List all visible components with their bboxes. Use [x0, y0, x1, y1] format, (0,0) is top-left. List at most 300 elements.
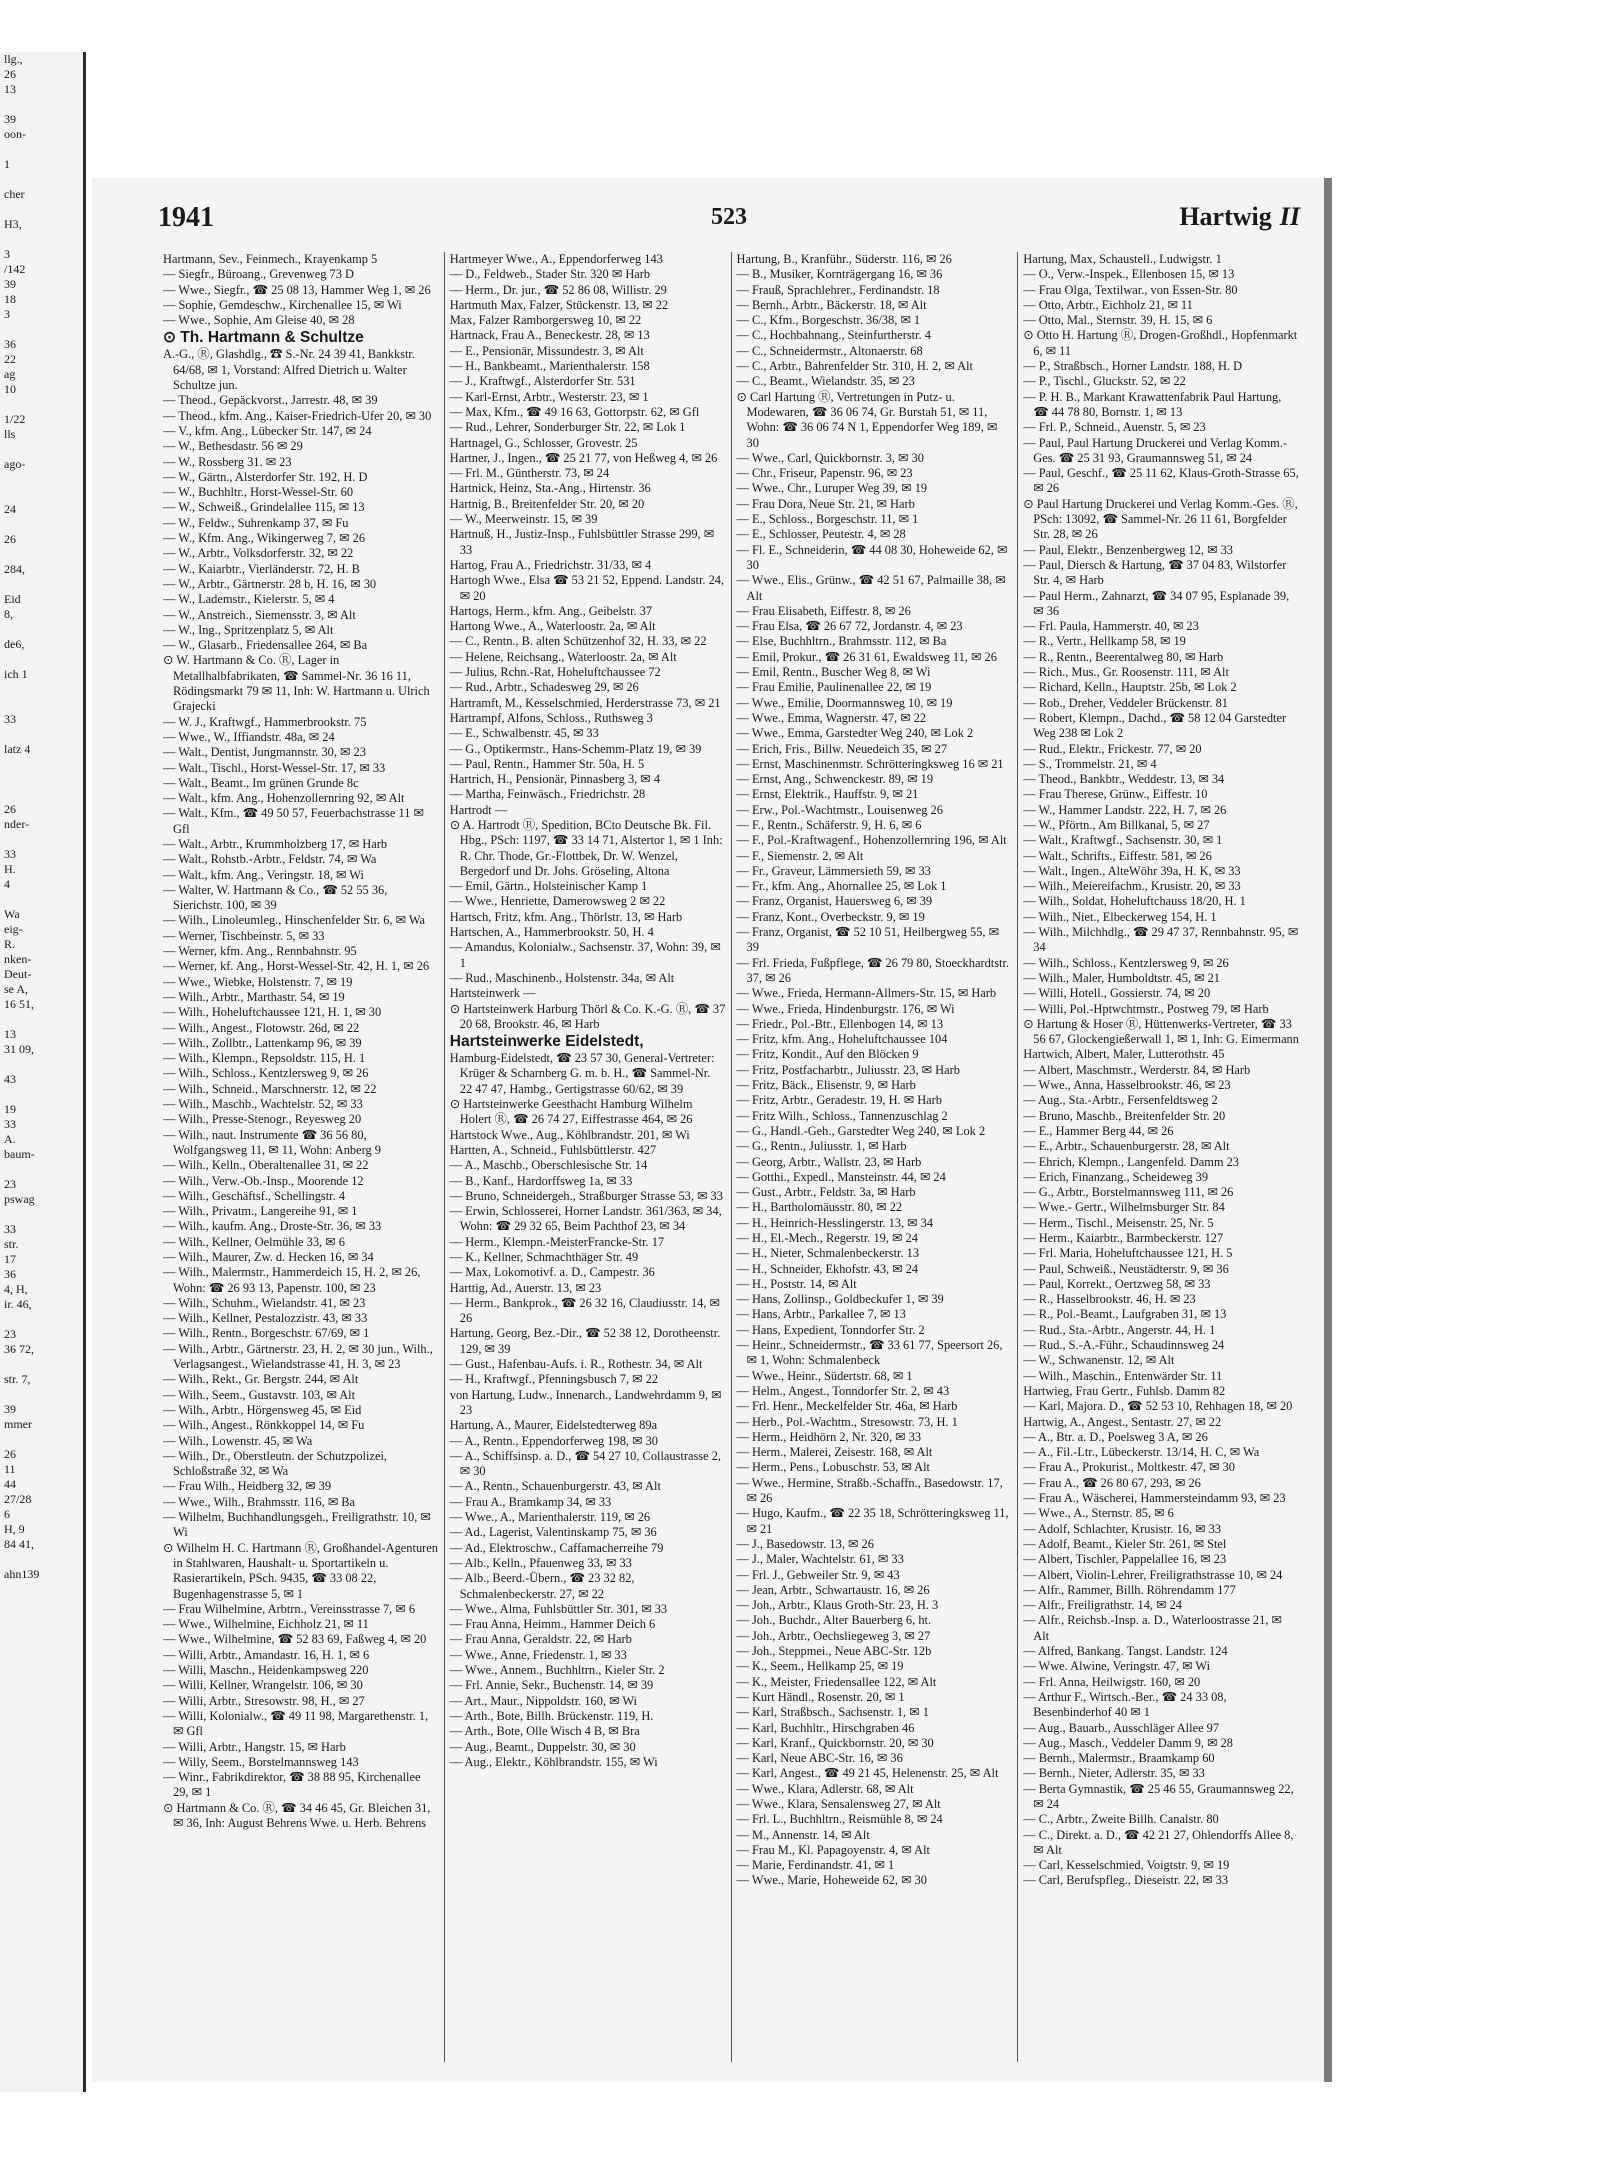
adjacent-page-fragment: 84 41, [4, 1537, 34, 1551]
directory-entry: — Ad., Elektroschw., Caffamacherreihe 79 [449, 1540, 664, 1555]
adjacent-page-fragment: str. 7, [4, 1372, 31, 1386]
directory-entry: — Wilh., Klempn., Repsoldstr. 115, H. 1 [163, 1051, 366, 1066]
directory-entry: — Arth., Bote, Billh. Brückenstr. 119, H. [449, 1708, 654, 1723]
directory-entry: — Fl. E., Schneiderin, ☎ 44 08 30, Hoheweide 62, ✉ 30 [736, 542, 1008, 572]
directory-entry: — Frau Anna, Geraldstr. 22, ✉ Harb [449, 1632, 632, 1647]
adjacent-page-fragment: 18 [4, 292, 16, 306]
adjacent-page-fragment [0, 1087, 86, 1102]
adjacent-page-fragment [0, 1162, 86, 1177]
directory-entry: — Wilh., Arbtr., Hörgensweg 45, ✉ Eid [163, 1402, 362, 1417]
directory-entry: — Wwe., Carl, Quickbornstr. 3, ✉ 30 [736, 450, 924, 465]
directory-entry: — Art., Maur., Nippoldstr. 160, ✉ Wi [449, 1693, 638, 1708]
directory-entry: — Wilh., Dr., Oberstleutn. der Schutzpolizei, Schloßstraße 32, ✉ Wa [163, 1448, 387, 1479]
directory-entry: — Hugo, Kaufm., ☎ 22 35 18, Schrötteringksweg 11, ✉ 21 [736, 1506, 1009, 1536]
directory-entry: — W., Ing., Spritzenplatz 5, ✉ Alt [163, 622, 334, 637]
adjacent-page-fragment: 36 [4, 1267, 16, 1281]
directory-entry: — Else, Buchhltrn., Brahmsstr. 112, ✉ Ba [736, 634, 947, 649]
adjacent-page-fragment: 26 [4, 67, 16, 81]
directory-entry: — Paul, Paul Hartung Druckerei und Verlag Komm.-Ges. ☎ 25 31 93, Graumannsweg 51, ✉ 24 [1023, 435, 1287, 465]
directory-entry: ⊙ Otto H. Hartung Ⓡ, Drogen-Großhdl., Hopfenmarkt 6, ✉ 11 [1023, 328, 1298, 358]
adjacent-page-fragment: 4, H, [4, 1282, 28, 1296]
directory-entry: — A., Fil.-Ltr., Lübeckerstr. 13/14, H. C, ✉ Wa [1023, 1445, 1260, 1460]
directory-entry: — A., Maschb., Oberschlesische Str. 14 [449, 1158, 648, 1173]
adjacent-page-fragment: 8, [4, 607, 13, 621]
directory-entry: Max, Falzer Ramborgersweg 10, ✉ 22 [449, 313, 642, 328]
directory-entry: — Wilh., Maurer, Zw. d. Hecken 16, ✉ 34 [163, 1250, 374, 1264]
directory-entry: — Wilh., Arbtr., Gärtnerstr. 23, H. 2, ✉ 30 jun., Wilh., Verlagsangest., Wielandstrasse 41, H. 3, ✉ 23 [163, 1341, 433, 1372]
directory-entry: — Paul, Diersch & Hartung, ☎ 37 04 83, Wilstorfer Str. 4, ✉ Harb [1023, 557, 1287, 588]
directory-entry: — Wilh., Hoheluftchaussee 121, H. 1, ✉ 30 [163, 1005, 382, 1020]
adjacent-page-fragment: 23 [4, 1177, 16, 1191]
directory-entry: — Frau M., Kl. Papagoyenstr. 4, ✉ Alt [736, 1842, 930, 1857]
directory-entry: — Arth., Bote, Olle Wisch 4 B, ✉ Bra [449, 1724, 640, 1739]
directory-entry: — Wilh., Schloss., Kentzlersweg 9, ✉ 26 [163, 1066, 369, 1081]
directory-entry: — Frl. L., Buchhltrn., Reismühle 8, ✉ 24 [736, 1812, 943, 1827]
directory-entry: — K., Meister, Friedensallee 122, ✉ Alt [736, 1674, 937, 1689]
adjacent-page-fragment [0, 397, 86, 412]
adjacent-page-fragment [0, 172, 86, 187]
directory-entry: — Alb., Beerd.-Übern., ☎ 23 32 82, Schmalenbeckerstr. 27, ✉ 22 [449, 1571, 635, 1601]
adjacent-page-fragment: 3 [4, 247, 10, 261]
directory-entry: Hartnuß, H., Justiz-Insp., Fuhlsbüttler Strasse 299, ✉ 33 [449, 527, 715, 557]
directory-entry: — Wwe., Emma, Garstedter Weg 240, ✉ Lok 2 [736, 726, 974, 741]
adjacent-page-fragment [0, 1057, 86, 1072]
directory-entry: — Alfr., Freiligrathstr. 14, ✉ 24 [1023, 1598, 1182, 1613]
directory-entry: Hartramft, M., Kesselschmied, Herderstrasse 73, ✉ 21 [449, 695, 721, 710]
directory-entry: — C., Arbtr., Zweite Billh. Canalstr. 80 [1023, 1812, 1219, 1827]
directory-entry: — Wilh., Angest., Flotowstr. 26d, ✉ 22 [163, 1020, 360, 1035]
directory-entry: — Wilh., Niet., Elbeckerweg 154, H. 1 [1023, 909, 1217, 924]
directory-entry: — Frau A., Wäscherei, Hammersteindamm 93, ✉ 23 [1023, 1491, 1286, 1506]
directory-entry: — Frau Elsa, ☎ 26 67 72, Jordanstr. 4, ✉ 23 [736, 619, 963, 634]
directory-entry: — B., Musiker, Kornträgergang 16, ✉ 36 [736, 267, 943, 282]
directory-entry: — Gust., Hafenbau-Aufs. i. R., Rothestr. 34, ✉ Alt [449, 1357, 703, 1372]
directory-entry: — Aug., Bauarb., Ausschläger Allee 97 [1023, 1720, 1220, 1735]
directory-entry: — Wilh., Seem., Gustavstr. 103, ✉ Alt [163, 1387, 356, 1402]
directory-entry: — Adolf, Beamt., Kieler Str. 261, ✉ Stel [1023, 1536, 1227, 1551]
directory-entry: — Frau Dora, Neue Str. 21, ✉ Harb [736, 496, 915, 511]
directory-entry: — Wwe., Wilh., Brahmsstr. 116, ✉ Ba [163, 1494, 356, 1509]
directory-entry: — Herm., Kaiarbtr., Barmbeckerstr. 127 [1023, 1231, 1224, 1245]
directory-entry: — Wilh., naut. Instrumente ☎ 36 56 80, Wolfgangsweg 11, ✉ 11, Wohn: Anberg 9 [163, 1127, 381, 1157]
directory-entry: — Paul, Elektr., Benzenbergweg 12, ✉ 33 [1023, 542, 1233, 557]
directory-entry: — Frl. Maria, Hoheluftchaussee 121, H. 5 [1023, 1246, 1233, 1261]
directory-entry: — Wilh., Milchhdlg., ☎ 29 47 37, Rennbahnstr. 95, ✉ 34 [1023, 925, 1299, 955]
directory-entry: — Franz, Organist, Hauersweg 6, ✉ 39 [736, 894, 933, 909]
directory-entry: — W. J., Kraftwgf., Hammerbrookstr. 75 [163, 714, 367, 729]
directory-entry: — Herb., Pol.-Wachtm., Stresowstr. 73, H. 1 [736, 1414, 958, 1429]
directory-entry: — Georg, Arbtr., Wallstr. 23, ✉ Harb [736, 1154, 922, 1169]
directory-entry: — Rud., S.-A.-Führ., Schaudinnsweg 24 [1023, 1338, 1225, 1353]
directory-entry: — Wilh., Meiereifachm., Krusistr. 20, ✉ 33 [1023, 879, 1241, 894]
directory-entry: Hartner, J., Ingen., ☎ 25 21 77, von Heßweg 4, ✉ 26 [449, 450, 718, 465]
directory-entry: — A., Rentn., Eppendorferweg 198, ✉ 30 [449, 1433, 659, 1448]
directory-entry: — Walt., Kfm., ☎ 49 50 57, Feuerbachstrasse 11 ✉ Gfl [163, 806, 424, 836]
directory-entry: — P., Straßbsch., Horner Landstr. 188, H. D [1023, 359, 1243, 374]
directory-entry: — W., Arbtr., Gärtnerstr. 28 b, H. 16, ✉ 30 [163, 576, 377, 591]
directory-entry: — Karl, Kranf., Quickbornstr. 20, ✉ 30 [736, 1735, 934, 1750]
directory-entry: — Theod., Gepäckvorst., Jarrestr. 48, ✉ 39 [163, 393, 378, 408]
adjacent-page-fragment [0, 622, 86, 637]
directory-entry: — Werner, kfm. Ang., Rennbahnstr. 95 [163, 944, 357, 959]
directory-entry: — Emil, Gärtn., Holsteinischer Kamp 1 [449, 879, 648, 894]
directory-entry: — Wwe., Alma, Fuhlsbüttler Str. 301, ✉ 33 [449, 1601, 668, 1616]
directory-entry: — B., Kanf., Hardorffsweg 1a, ✉ 33 [449, 1173, 633, 1188]
directory-entry: — Fr., kfm. Ang., Ahornallee 25, ✉ Lok 1 [736, 879, 947, 894]
directory-entry: — Paul, Rentn., Hammer Str. 50a, H. 5 [449, 756, 645, 771]
directory-entry: — Walt., Rohstb.-Arbtr., Feldstr. 74, ✉ Wa [163, 852, 377, 867]
directory-entry: — A., Btr. a. D., Poelsweg 3 A, ✉ 26 [1023, 1429, 1208, 1444]
adjacent-page-fragment: ir. 46, [4, 1297, 32, 1311]
directory-entry: — W., Schwanenstr. 12, ✉ Alt [1023, 1353, 1175, 1368]
directory-entry: — Julius, Rchn.-Rat, Hoheluftchaussee 72 [449, 665, 661, 680]
adjacent-page-fragment: 6 [4, 1507, 10, 1521]
directory-entry: — Frau Anna, Heimm., Hammer Deich 6 [449, 1617, 656, 1632]
directory-entry: — Wwe., Chr., Luruper Weg 39, ✉ 19 [736, 481, 928, 496]
adjacent-page-fragment [0, 322, 86, 337]
directory-entry: — Frau A., Bramkamp 34, ✉ 33 [449, 1494, 612, 1509]
directory-entry: — Wwe., Klara, Adlerstr. 68, ✉ Alt [736, 1781, 914, 1796]
directory-entry: — Max, Kfm., ☎ 49 16 63, Gottorpstr. 62, ✉ Gfl [449, 404, 700, 419]
directory-entry: — Paul Herm., Zahnarzt, ☎ 34 07 95, Esplanade 39, ✉ 36 [1023, 588, 1290, 618]
directory-entry: — C., Beamt., Wielandstr. 35, ✉ 23 [736, 374, 915, 389]
directory-entry: — Frau A., ☎ 26 80 67, 293, ✉ 26 [1023, 1475, 1201, 1490]
adjacent-page-fragment [0, 892, 86, 907]
adjacent-page-fragment: 16 51, [4, 997, 34, 1011]
directory-entry: — Bruno, Maschb., Breitenfelder Str. 20 [1023, 1108, 1226, 1123]
adjacent-page-fragment: 33 [4, 847, 16, 861]
directory-entry: — Wwe., A., Sternstr. 85, ✉ 6 [1023, 1506, 1174, 1521]
directory-entry: — H., Heinrich-Hesslingerstr. 13, ✉ 34 [736, 1215, 934, 1230]
directory-entry: — Rob., Dreher, Veddeler Brückenstr. 81 [1023, 695, 1228, 710]
directory-entry: — P. H. B., Markant Krawattenfabrik Paul Hartung, ☎ 44 78 80, Bornstr. 1, ✉ 13 [1023, 389, 1282, 419]
directory-entry: — Wwe., W., Iffiandstr. 48a, ✉ 24 [163, 729, 335, 744]
running-head-name: Hartwig [1179, 202, 1272, 231]
directory-entry: — H., Bankbeamt., Marienthalerstr. 158 [449, 359, 650, 374]
directory-entry: — Wwe., Anna, Hasselbrookstr. 46, ✉ 23 [1023, 1078, 1231, 1093]
directory-entry: — Wilh., Zollbtr., Lattenkamp 96, ✉ 39 [163, 1035, 362, 1050]
directory-entry: — Siegfr., Büroang., Grevenweg 73 D [163, 267, 354, 282]
directory-entry: — Karl, Straßbsch., Sachsenstr. 1, ✉ 1 [736, 1705, 929, 1720]
adjacent-page-fragment: 22 [4, 352, 16, 366]
directory-entry: — Paul, Korrekt., Oertzweg 58, ✉ 33 [1023, 1276, 1211, 1291]
directory-entry: — Herm., Klempn.-MeisterFrancke-Str. 17 [449, 1234, 665, 1249]
directory-entry: — Wilh., Maschin., Entenwärder Str. 11 [1023, 1368, 1223, 1383]
directory-entry: — Frl. Frieda, Fußpflege, ☎ 26 79 80, Stoeckhardtstr. 37, ✉ 26 [736, 955, 1010, 985]
directory-entry: — Frl. Annie, Sekr., Buchenstr. 14, ✉ 39 [449, 1678, 654, 1693]
directory-entry: — Ernst, Elektrik., Hauffstr. 9, ✉ 21 [736, 787, 919, 802]
directory-entry: — Frl. M., Güntherstr. 73, ✉ 24 [449, 466, 610, 481]
directory-entry: — Willi, Kolonialw., ☎ 49 11 98, Margarethenstr. 1, ✉ Gfl [163, 1708, 429, 1739]
directory-entry: — Kurt Händl., Rosenstr. 20, ✉ 1 [736, 1689, 905, 1704]
directory-entry: Hartrich, H., Pensionär, Pinnasberg 3, ✉ 4 [449, 772, 661, 787]
directory-entry: — Rud., Maschinenb., Holstenstr. 34a, ✉ Alt [449, 970, 675, 985]
directory-entry: — Emil, Rentn., Buscher Weg 8, ✉ Wi [736, 665, 931, 680]
adjacent-page-fragment: 23 [4, 1327, 16, 1341]
directory-entry: — Wwe., Anne, Friedenstr. 1, ✉ 33 [449, 1647, 627, 1662]
adjacent-page-fragment [0, 442, 86, 457]
directory-entry: — Frl. Anna, Heilwigstr. 160, ✉ 20 [1023, 1674, 1201, 1689]
adjacent-page-fragment: 39 [4, 277, 16, 291]
gutter-rule [83, 52, 86, 2092]
directory-column-4 [1017, 252, 1304, 2062]
directory-entry: — Frl. Henr., Meckelfelder Str. 46a, ✉ Harb [736, 1399, 958, 1414]
directory-entry: — J., Kraftwgf., Alsterdorfer Str. 531 [449, 374, 636, 389]
directory-entry: — W., Bethesdastr. 56 ✉ 29 [163, 439, 303, 454]
directory-entry: — Max, Lokomotivf. a. D., Campestr. 36 [449, 1265, 655, 1280]
directory-entry: — Otto, Mal., Sternstr. 39, H. 15, ✉ 6 [1023, 313, 1213, 328]
directory-entry: — Joh., Buchdr., Alter Bauerberg 6, ht. [736, 1613, 932, 1628]
adjacent-page-fragment: latz 4 [4, 742, 31, 756]
directory-column-3 [731, 252, 1018, 2062]
directory-entry: Hartrodt — [449, 802, 508, 817]
directory-entry: — Wilh., Privatm., Langereihe 91, ✉ 1 [163, 1204, 358, 1219]
directory-entry: — Erich, Fris., Billw. Neuedeich 35, ✉ 27 [736, 741, 948, 756]
directory-entry: — Ernst, Ang., Schwenckestr. 89, ✉ 19 [736, 772, 934, 787]
directory-entry: — Bernh., Malermstr., Braamkamp 60 [1023, 1751, 1215, 1766]
adjacent-page-fragment: 39 [4, 1402, 16, 1416]
directory-entry: — F., Rentn., Schäferstr. 9, H. 6, ✉ 6 [736, 817, 922, 832]
directory-entry: — S., Trommelstr. 21, ✉ 4 [1023, 756, 1157, 771]
directory-entry: — W., Buchhltr., Horst-Wessel-Str. 60 [163, 485, 354, 500]
directory-entry: — E., Schloss., Borgeschstr. 11, ✉ 1 [736, 512, 919, 527]
directory-entry: — Rud., Elektr., Frickestr. 77, ✉ 20 [1023, 741, 1202, 756]
directory-entry: — Amandus, Kolonialw., Sachsenstr. 37, Wohn: 39, ✉ 1 [449, 940, 721, 970]
directory-entry: — Herm., Bankprok., ☎ 26 32 16, Claudiusstr. 14, ✉ 26 [449, 1295, 720, 1326]
directory-entry: Hartnagel, G., Schlosser, Grovestr. 25 [449, 435, 638, 450]
directory-entry: — F., Pol.-Kraftwagenf., Hohenzollernring 196, ✉ Alt [736, 833, 1007, 848]
directory-entry: Hartrampf, Alfons, Schloss., Ruthsweg 3 [449, 710, 653, 725]
adjacent-page-fragment [0, 142, 86, 157]
directory-entry: Hartten, A., Schneid., Fuhlsbüttlerstr. 427 [449, 1142, 657, 1157]
directory-entry: ⊙ Th. Hartmann & Schultze [163, 329, 364, 347]
directory-entry: ⊙ Hartung & Hoser Ⓡ, Hüttenwerks-Vertreter, ☎ 33 56 67, Glockengießerwall 1, ✉ 1, Inh: G. Eimermann [1023, 1016, 1299, 1047]
directory-entry: — Wilhelm, Buchhandlungsgeh., Freiligrathstr. 10, ✉ Wi [163, 1510, 431, 1540]
directory-entry: — Wwe., Marie, Hoheweide 62, ✉ 30 [736, 1873, 927, 1888]
directory-entry: — Willi, Arbtr., Stresowstr. 98, H., ✉ 27 [163, 1693, 365, 1708]
directory-entry: Hamburg-Eidelstedt, ☎ 23 57 30, General-Vertreter: Krüger & Scharnberg G. m. b. H., ☎ Sammel-Nr. 22 47 47, Hambg., Gertigstrasse 60/62, ✉ 39 [449, 1051, 715, 1096]
adjacent-page-fragment: ago- [4, 457, 26, 471]
directory-entry: A.-G., Ⓡ, Glashdlg., ☎ S.-Nr. 24 39 41, Bankkstr. 64/68, ✉ 1, Vorstand: Alfred Dietrich u. Walter Schultze jun. [163, 347, 415, 393]
adjacent-page-fragment [0, 1207, 86, 1222]
directory-entry: — Rich., Mus., Gr. Roosenstr. 111, ✉ Alt [1023, 665, 1229, 680]
directory-entry: — Albert, Maschmstr., Werderstr. 84, ✉ Harb [1023, 1062, 1251, 1077]
adjacent-page-fragment: A. [4, 1132, 16, 1146]
directory-entry: — G., Rentn., Juliusstr. 1, ✉ Harb [736, 1139, 907, 1154]
directory-entry: Hartmeyer Wwe., A., Eppendorferweg 143 [449, 252, 663, 266]
directory-entry: — Willi, Maschn., Heidenkampsweg 220 [163, 1663, 369, 1678]
adjacent-page-fragment: R. [4, 937, 16, 951]
directory-entry: — Willi, Arbtr., Hangstr. 15, ✉ Harb [163, 1739, 346, 1754]
directory-entry: ⊙ Hartsteinwerk Harburg Thörl & Co. K.-G. Ⓡ, ☎ 37 20 68, Brookstr. 46, ✉ Harb [449, 1001, 726, 1031]
adjacent-page-fragment: H. [4, 862, 16, 876]
adjacent-page-fragment: str. [4, 1237, 19, 1251]
directory-entry: Hartnack, Frau A., Beneckestr. 28, ✉ 13 [449, 328, 650, 343]
directory-entry: — Wilh., Rentn., Borgeschstr. 67/69, ✉ 1 [163, 1326, 370, 1341]
directory-entry: Hartwieg, Frau Gertr., Fuhlsb. Damm 82 [1023, 1383, 1226, 1398]
directory-entry: — Wilh., Presse-Stenogr., Reyesweg 20 [163, 1112, 362, 1127]
directory-entry: — J., Maler, Wachtelstr. 61, ✉ 33 [736, 1552, 904, 1567]
adjacent-page-fragment: 36 [4, 337, 16, 351]
adjacent-page-fragment: /142 [4, 262, 26, 276]
directory-entry: — H., Poststr. 14, ✉ Alt [736, 1276, 857, 1291]
directory-entry: — C., Direkt. a. D., ☎ 42 21 27, Ohlendorffs Allee 8, ✉ Alt [1023, 1827, 1294, 1857]
directory-entry: — Wwe., Henriette, Damerowsweg 2 ✉ 22 [449, 894, 666, 909]
directory-entry: — Fritz Wilh., Schloss., Tannenzuschlag 2 [736, 1108, 948, 1123]
adjacent-page-fragment: 33 [4, 1222, 16, 1236]
adjacent-page-strip [0, 52, 86, 2092]
adjacent-page-fragment [0, 97, 86, 112]
directory-entry: — J., Basedowstr. 13, ✉ 26 [736, 1536, 874, 1551]
directory-entry: — Wwe., Frieda, Hermann-Allmers-Str. 15, ✉ Harb [736, 986, 997, 1001]
directory-entry: — Fr., Graveur, Lämmersieth 59, ✉ 33 [736, 863, 931, 878]
directory-entry: — Joh., Steppmei., Neue ABC-Str. 12b [736, 1644, 932, 1659]
directory-entry: — W., Rossberg 31. ✉ 23 [163, 454, 292, 469]
directory-entry: — Walt., Schrifts., Eiffestr. 581, ✉ 26 [1023, 848, 1212, 863]
directory-entry: — Alfred, Bankang. Tangst. Landstr. 124 [1023, 1644, 1228, 1659]
directory-entry: — Wwe., Wilhelmine, Eichholz 21, ✉ 11 [163, 1617, 369, 1632]
adjacent-page-fragment [0, 832, 86, 847]
directory-entry: Hartung, B., Kranführ., Süderstr. 116, ✉ 26 [736, 252, 952, 266]
directory-entry: — Otto, Arbtr., Eichholz 21, ✉ 11 [1023, 297, 1193, 312]
adjacent-page-fragment: 3 [4, 307, 10, 321]
adjacent-page-fragment: Deut- [4, 967, 32, 981]
directory-entry: — Carl, Kesselschmied, Voigtstr. 9, ✉ 19 [1023, 1858, 1230, 1873]
directory-entry: Hartog, Frau A., Friedrichstr. 31/33, ✉ 4 [449, 557, 652, 572]
directory-entry: — Karl, Buchhltr., Hirschgraben 46 [736, 1720, 915, 1735]
adjacent-page-fragment: lls [4, 427, 16, 441]
directory-entry: — W., Arbtr., Volksdorferstr. 32, ✉ 22 [163, 546, 354, 561]
directory-entry: — Ernst, Maschinenmstr. Schrötteringksweg 16 ✉ 21 [736, 756, 1004, 771]
directory-column-1 [158, 252, 444, 2062]
directory-entry: Hartogh Wwe., Elsa ☎ 53 21 52, Eppend. Landstr. 24, ✉ 20 [449, 573, 725, 603]
directory-entry: — Aug., Elektr., Köhlbrandstr. 155, ✉ Wi [449, 1754, 658, 1769]
adjacent-page-fragment [0, 772, 86, 787]
directory-entry: — R., Vertr., Hellkamp 58, ✉ 19 [1023, 634, 1186, 649]
directory-entry: Hartnick, Heinz, Sta.-Ang., Hirtenstr. 36 [449, 481, 651, 496]
adjacent-page-fragment: 24 [4, 502, 16, 516]
directory-entry: — W., Gärtn., Alsterdorfer Str. 192, H. D [163, 469, 368, 484]
adjacent-page-fragment: Eid [4, 592, 21, 606]
directory-entry: — Theod., Bankbtr., Weddestr. 13, ✉ 34 [1023, 772, 1225, 787]
directory-entry: — Sophie, Gemdeschw., Kirchenallee 15, ✉ Wi [163, 297, 402, 312]
adjacent-page-fragment: ich 1 [4, 667, 28, 681]
directory-entry: — A., Schiffsinsp. a. D., ☎ 54 27 10, Collaustrasse 2, ✉ 30 [449, 1448, 722, 1479]
directory-entry: — Walt., kfm. Ang., Hohenzollernring 92, ✉ Alt [163, 791, 405, 806]
directory-entry: — Wilh., Maler, Humboldtstr. 45, ✉ 21 [1023, 970, 1220, 985]
directory-entry: — C., Hochbahnang., Steinfurtherstr. 4 [736, 328, 931, 343]
directory-entry: ⊙ Hartmann & Co. Ⓡ, ☎ 34 46 45, Gr. Bleichen 31, ✉ 36, Inh: August Behrens Wwe. u. Herb. Behrens [163, 1800, 431, 1830]
directory-entry: — Wilh., Geschäftsf., Schellingstr. 4 [163, 1188, 346, 1203]
directory-entry: — Herm., Malerei, Zeisestr. 168, ✉ Alt [736, 1445, 933, 1460]
directory-entry: — Wilh., Schneid., Marschnerstr. 12, ✉ 22 [163, 1081, 377, 1096]
adjacent-page-fragment: 26 [4, 532, 16, 546]
directory-entry: — Gust., Arbtr., Feldstr. 3a, ✉ Harb [736, 1185, 916, 1200]
directory-entry: ⊙ A. Hartrodt Ⓡ, Spedition, BCto Deutsche Bk. Fil. Hbg., PSch: 1197, ☎ 33 14 71, Alstertor 1, ✉ 1 Inh: R. Chr. Thode, Gr.-Flottbek, Dr. W. Wenzel, Bergedorf und Dr. Johs. Gröseling, Altona [449, 817, 723, 878]
directory-entry: — Wwe., Emma, Wagnerstr. 47, ✉ 22 [736, 710, 927, 725]
adjacent-page-fragment: 13 [4, 1027, 16, 1041]
adjacent-page-fragment: H, 9 [4, 1522, 25, 1536]
directory-entry: — Wilh., Schloss., Kentzlersweg 9, ✉ 26 [1023, 955, 1229, 970]
directory-entry: von Hartung, Ludw., Innenarch., Landwehrdamm 9, ✉ 23 [449, 1387, 722, 1417]
directory-entry: — Paul, Schweiß., Neustädterstr. 9, ✉ 36 [1023, 1261, 1229, 1276]
directory-entry: — Wilh., Schuhm., Wielandstr. 41, ✉ 23 [163, 1295, 366, 1310]
directory-entry: — Wilh., Verw.-Ob.-Insp., Moorende 12 [163, 1173, 364, 1188]
directory-entry: — Willi, Pol.-Hptwchtmstr., Postweg 79, ✉ Harb [1023, 1001, 1269, 1016]
directory-entry: — Wilh., kaufm. Ang., Droste-Str. 36, ✉ 33 [163, 1219, 382, 1234]
directory-entry: — Wilh., Kellner, Pestalozzistr. 43, ✉ 33 [163, 1311, 368, 1326]
directory-entry: — C., Rentn., B. alten Schützenhof 32, H. 33, ✉ 22 [449, 634, 707, 649]
directory-entry: Hartung, Max, Schaustell., Ludwigstr. 1 [1023, 252, 1222, 266]
adjacent-page-fragment: 31 09, [4, 1042, 34, 1056]
directory-entry: Hartmuth Max, Falzer, Stückenstr. 13, ✉ 22 [449, 297, 669, 312]
adjacent-page-fragment [0, 547, 86, 562]
adjacent-page-fragment: oon- [4, 127, 26, 141]
directory-entry: — Frau Elisabeth, Eiffestr. 8, ✉ 26 [736, 603, 911, 618]
directory-entry: — Hans, Arbtr., Parkallee 7, ✉ 13 [736, 1307, 906, 1322]
directory-entry: — Karl, Majora. D., ☎ 52 53 10, Rehhagen 18, ✉ 20 [1023, 1399, 1293, 1414]
directory-entry: — W., Feldw., Suhrenkamp 37, ✉ Fu [163, 515, 349, 530]
directory-entry: — Alfr., Reichsb.-Insp. a. D., Waterloostrasse 21, ✉ Alt [1023, 1613, 1282, 1643]
directory-entry: Hartsteinwerke Eidelstedt, [449, 1033, 644, 1051]
directory-entry: — W., Meerweinstr. 15, ✉ 39 [449, 512, 598, 527]
adjacent-page-fragment: eig- [4, 922, 23, 936]
directory-entry: — Albert, Violin-Lehrer, Freiligrathstrasse 10, ✉ 24 [1023, 1567, 1283, 1582]
directory-entry: — Wilh., Kelln., Oberaltenallee 31, ✉ 22 [163, 1158, 369, 1173]
adjacent-page-fragment [0, 1552, 86, 1567]
directory-entry: — P., Tischl., Gluckstr. 52, ✉ 22 [1023, 374, 1186, 389]
directory-entry: — Hans, Expedient, Tonndorfer Str. 2 [736, 1322, 925, 1337]
adjacent-page-fragment [0, 787, 86, 802]
directory-entry: — Wwe., Hermine, Straßb.-Schaffn., Basedowstr. 17, ✉ 26 [736, 1475, 1003, 1506]
directory-entry: — Frau Emilie, Paulinenallee 22, ✉ 19 [736, 680, 932, 695]
directory-entry: — Wwe., Wiebke, Holstenstr. 7, ✉ 19 [163, 974, 353, 989]
adjacent-page-fragment: nder- [4, 817, 30, 831]
directory-entry: — Wwe., Heinr., Südertstr. 68, ✉ 1 [736, 1368, 913, 1383]
directory-entry: — Albert, Tischler, Pappelallee 16, ✉ 23 [1023, 1552, 1227, 1567]
directory-entry: — Rud., Lehrer, Sonderburger Str. 22, ✉ Lok 1 [449, 420, 686, 435]
directory-entry: — M., Annenstr. 14, ✉ Alt [736, 1827, 870, 1842]
directory-entry: — Fritz, Postfacharbtr., Juliusstr. 23, ✉ Harb [736, 1062, 960, 1077]
directory-entry: — Fritz, Bäck., Elisenstr. 9, ✉ Harb [736, 1078, 916, 1093]
adjacent-page-fragment: 284, [4, 562, 25, 576]
running-head [1179, 202, 1300, 232]
directory-entry: — W., Schweiß., Grindelallee 115, ✉ 13 [163, 500, 365, 515]
directory-entry: — Fritz, Arbtr., Geradestr. 19, H. ✉ Harb [736, 1093, 942, 1108]
directory-entry: — Wwe., Annem., Buchhltrn., Kieler Str. 2 [449, 1663, 665, 1678]
directory-entry: — W., Glasarb., Friedensallee 264, ✉ Ba [163, 638, 368, 653]
adjacent-page-fragment [0, 1012, 86, 1027]
directory-entry: — Bernh., Nieter, Adlerstr. 35, ✉ 33 [1023, 1766, 1205, 1781]
directory-entry: — Erich, Finanzang., Scheideweg 39 [1023, 1169, 1209, 1184]
directory-entry: — Aug., Beamt., Duppelstr. 30, ✉ 30 [449, 1739, 636, 1754]
directory-entry: — Wilh., Soldat, Hoheluftchauss 18/20, H. 1 [1023, 894, 1246, 909]
directory-entry: — Ad., Lagerist, Valentinskamp 75, ✉ 36 [449, 1525, 657, 1540]
directory-entry: — Wilh., Lowenstr. 45, ✉ Wa [163, 1433, 313, 1448]
adjacent-page-fragment: 26 [4, 1447, 16, 1461]
directory-entry: — Franz, Organist, ☎ 52 10 51, Heilbergweg 55, ✉ 39 [736, 925, 999, 955]
adjacent-page-fragment: 11 [4, 1462, 16, 1476]
adjacent-page-fragment: 33 [4, 1117, 16, 1131]
adjacent-page-fragment: 17 [4, 1252, 16, 1266]
directory-entry: Hartstock Wwe., Aug., Köhlbrandstr. 201, ✉ Wi [449, 1127, 690, 1142]
adjacent-page-fragment: 44 [4, 1477, 16, 1491]
directory-entry: — Joh., Arbtr., Oechsliegeweg 3, ✉ 27 [736, 1628, 931, 1643]
directory-entry: ⊙ Wilhelm H. C. Hartmann Ⓡ, Großhandel-Agenturen in Stahlwaren, Haushalt- u. Sportartikeln u. Rasierartikeln, PSch. 9435, ☎ 33 08 22, Bugenhagenstrasse 5, ✉ 1 [163, 1540, 438, 1601]
adjacent-page-fragment: nken- [4, 952, 32, 966]
directory-entry: — F., Siemenstr. 2, ✉ Alt [736, 848, 864, 863]
directory-entry: — Wwe., Sophie, Am Gleise 40, ✉ 28 [163, 313, 355, 328]
